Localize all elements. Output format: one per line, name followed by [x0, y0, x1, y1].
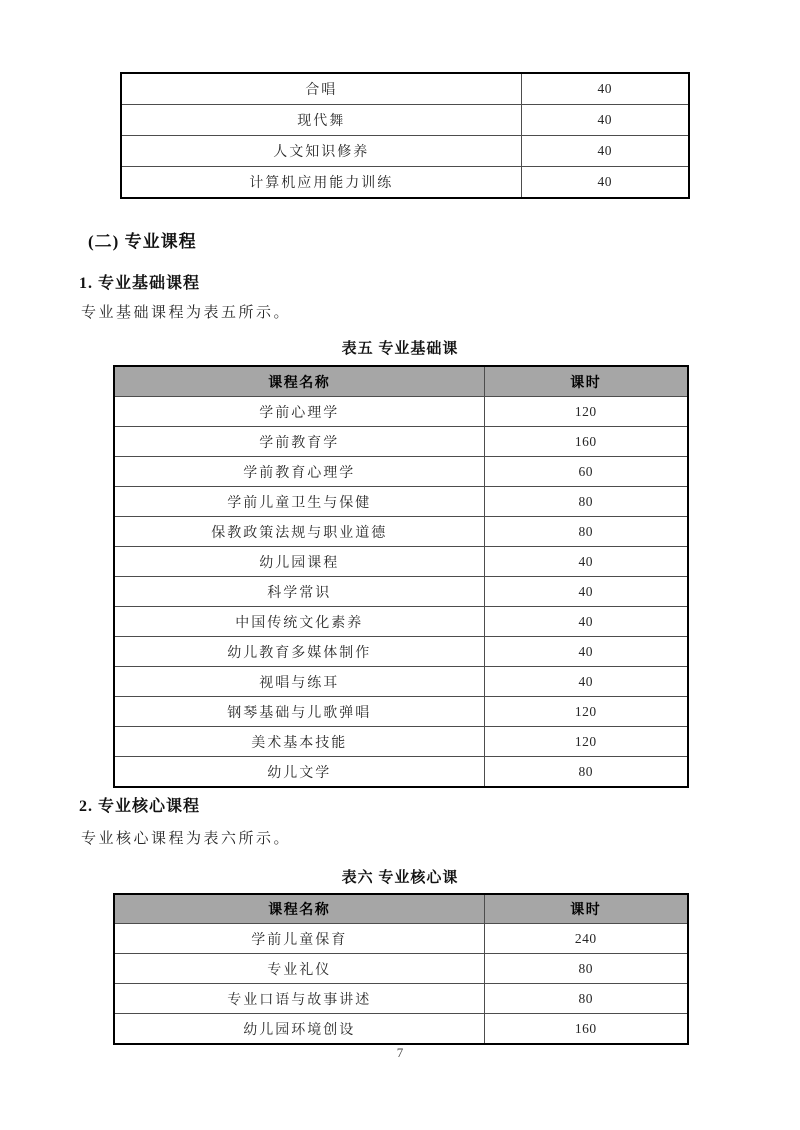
hours-header: 课时 — [484, 366, 688, 397]
page-number: 7 — [396, 1045, 404, 1060]
course-name-cell: 专业礼仪 — [114, 954, 484, 984]
table-row — [114, 757, 688, 788]
table-five-title: 表五 专业基础课 — [341, 341, 459, 357]
hours-cell: 160 — [484, 427, 688, 457]
hours-cell: 80 — [484, 954, 688, 984]
hours-cell: 40 — [484, 637, 688, 667]
table-row — [114, 427, 688, 457]
table-five-body — [114, 397, 688, 788]
course-name-cell: 中国传统文化素养 — [114, 607, 484, 637]
carryover-table-body — [121, 73, 689, 198]
hours-cell: 120 — [484, 697, 688, 727]
course-name-cell: 学前儿童保育 — [114, 924, 484, 954]
table-row — [114, 487, 688, 517]
table-five — [113, 365, 689, 788]
table-row — [114, 1014, 688, 1045]
course-name-cell: 保教政策法规与职业道德 — [114, 517, 484, 547]
carryover-course-table — [120, 72, 690, 199]
table-row — [121, 73, 689, 105]
course-name-cell: 学前教育学 — [114, 427, 484, 457]
course-name-cell: 幼儿文学 — [114, 757, 484, 788]
course-name-cell: 计算机应用能力训练 — [121, 167, 521, 199]
course-name-cell: 人文知识修养 — [121, 136, 521, 167]
table-row — [114, 577, 688, 607]
table-row — [121, 167, 689, 199]
hours-cell: 40 — [521, 105, 689, 136]
table-row — [121, 136, 689, 167]
hours-cell: 40 — [521, 167, 689, 199]
hours-cell: 240 — [484, 924, 688, 954]
hours-cell: 40 — [484, 577, 688, 607]
course-name-cell: 专业口语与故事讲述 — [114, 984, 484, 1014]
table-row — [114, 397, 688, 427]
course-name-cell: 学前教育心理学 — [114, 457, 484, 487]
course-name-cell: 视唱与练耳 — [114, 667, 484, 697]
course-name-cell: 幼儿教育多媒体制作 — [114, 637, 484, 667]
course-name-cell: 学前心理学 — [114, 397, 484, 427]
subsection-1-intro: 专业基础课程为表五所示。 — [81, 305, 292, 321]
course-name-header: 课程名称 — [114, 366, 484, 397]
course-name-cell: 学前儿童卫生与保健 — [114, 487, 484, 517]
subsection-1-heading: 1. 专业基础课程 — [79, 275, 201, 292]
course-name-cell: 幼儿园课程 — [114, 547, 484, 577]
table-row — [114, 547, 688, 577]
table-row — [114, 457, 688, 487]
course-name-cell: 钢琴基础与儿歌弹唱 — [114, 697, 484, 727]
table-row — [114, 697, 688, 727]
hours-cell: 80 — [484, 757, 688, 788]
hours-cell: 40 — [521, 73, 689, 105]
table-six-title: 表六 专业核心课 — [341, 870, 459, 886]
hours-cell: 80 — [484, 984, 688, 1014]
hours-cell: 120 — [484, 397, 688, 427]
hours-header: 课时 — [484, 894, 688, 924]
hours-cell: 40 — [484, 607, 688, 637]
table-row — [114, 667, 688, 697]
course-name-cell: 科学常识 — [114, 577, 484, 607]
table-row — [114, 924, 688, 954]
hours-cell: 160 — [484, 1014, 688, 1045]
course-name-cell: 幼儿园环境创设 — [114, 1014, 484, 1045]
table-six-header-row — [114, 894, 688, 924]
course-name-header: 课程名称 — [114, 894, 484, 924]
hours-cell: 80 — [484, 517, 688, 547]
subsection-2-intro: 专业核心课程为表六所示。 — [81, 831, 292, 847]
hours-cell: 40 — [521, 136, 689, 167]
table-row — [114, 517, 688, 547]
table-six-body — [114, 924, 688, 1045]
course-name-cell: 合唱 — [121, 73, 521, 105]
table-row — [114, 607, 688, 637]
hours-cell: 120 — [484, 727, 688, 757]
table-five-header-row — [114, 366, 688, 397]
table-row — [114, 727, 688, 757]
hours-cell: 40 — [484, 547, 688, 577]
table-row — [114, 984, 688, 1014]
table-row — [114, 637, 688, 667]
hours-cell: 80 — [484, 487, 688, 517]
section-heading: (二) 专业课程 — [88, 232, 197, 251]
table-row — [114, 954, 688, 984]
course-name-cell: 现代舞 — [121, 105, 521, 136]
hours-cell: 40 — [484, 667, 688, 697]
table-row — [121, 105, 689, 136]
table-six — [113, 893, 689, 1045]
hours-cell: 60 — [484, 457, 688, 487]
subsection-2-heading: 2. 专业核心课程 — [79, 798, 201, 815]
course-name-cell: 美术基本技能 — [114, 727, 484, 757]
